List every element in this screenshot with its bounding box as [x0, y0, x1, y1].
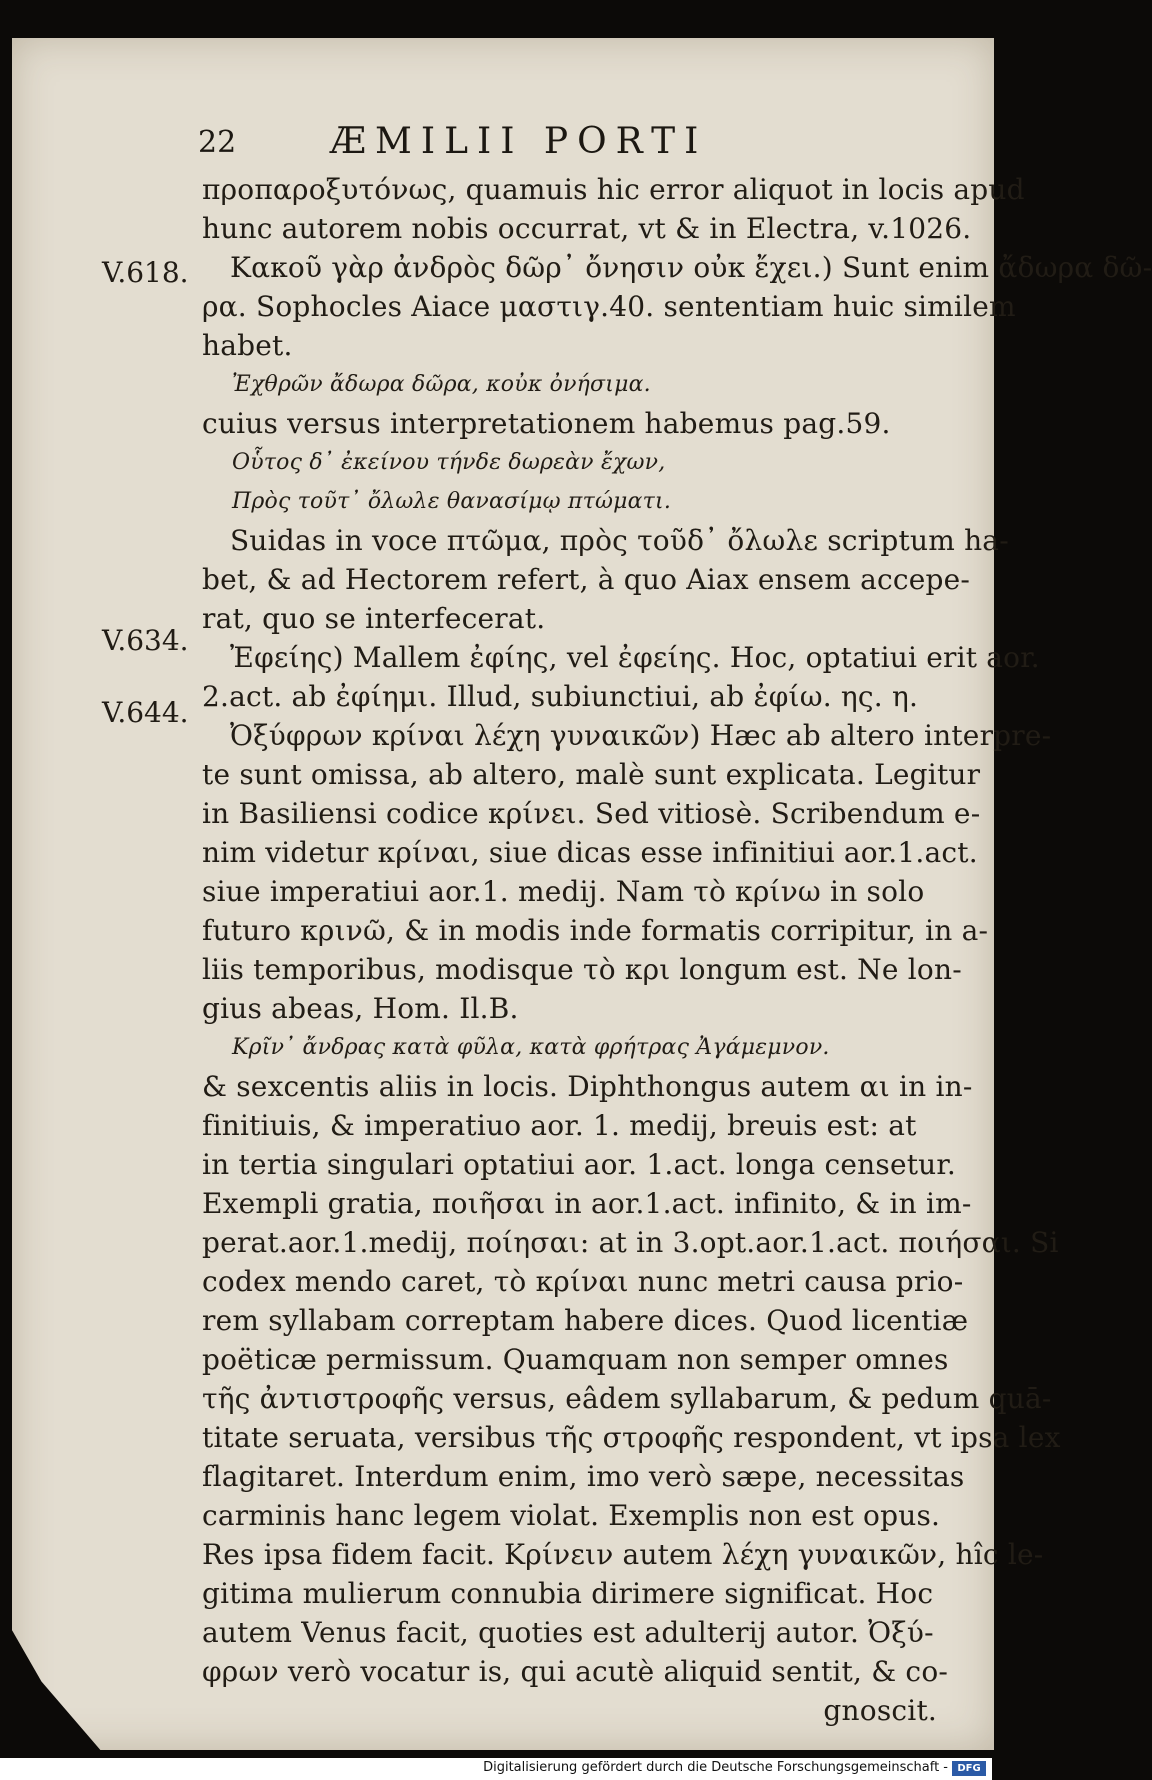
- margin-note-v618: V.618.: [102, 256, 189, 289]
- text-line: carminis hanc legem violat. Exemplis non est opus.: [202, 1499, 941, 1532]
- text-line: bet, & ad Hectorem refert, à quo Aiax ensem accepe-: [202, 563, 971, 596]
- text-line: perat.aor.1.medij, ποίησαι: at in 3.opt.aor.1.act. ποιήσαι. Si: [202, 1226, 1059, 1259]
- verse-line: Πρὸς τοῦτ᾽ ὄλωλε θανασίμῳ πτώματι.: [232, 489, 672, 514]
- body-text: [202, 170, 1152, 1730]
- text-line: codex mendo caret, τὸ κρίναι nunc metri causa prio-: [202, 1265, 964, 1298]
- text-line: liis temporibus, modisque τὸ κρι longum est. Ne lon-: [202, 953, 962, 986]
- text-line: Res ipsa fidem facit. Κρίνειν autem λέχη γυναικῶν, hîc le-: [202, 1538, 1044, 1571]
- text-line: habet.: [202, 329, 293, 362]
- text-line: Ὀξύφρων κρίναι λέχη γυναικῶν) Hæc ab altero interpre-: [230, 719, 1052, 752]
- text-line: hunc autorem nobis occurrat, vt & in Electra, v.1026.: [202, 212, 972, 245]
- margin-note-v634: V.634.: [102, 624, 189, 657]
- text-line: ρα. Sophocles Aiace μαστιγ.40. sententiam huic similem: [202, 290, 1016, 323]
- text-line: flagitaret. Interdum enim, imo verò sæpe, necessitas: [202, 1460, 965, 1493]
- margin-note-v644: V.644.: [102, 696, 189, 729]
- text-line: Κακοῦ γὰρ ἀνδρὸς δῶρ᾽ ὄνησιν οὐκ ἔχει.) Sunt enim ἄδωρα δῶ-: [230, 251, 1152, 284]
- text-line: & sexcentis aliis in locis. Diphthongus autem αι in in-: [202, 1070, 973, 1103]
- text-line: poëticæ permissum. Quamquam non semper omnes: [202, 1343, 949, 1376]
- text-line: 2.act. ab ἐφίημι. Illud, subiunctiui, ab ἐφίω. ης. η.: [202, 680, 919, 713]
- running-title: ÆMILII PORTI: [330, 121, 708, 162]
- text-line: autem Venus facit, quoties est adulterij autor. Ὀξύ-: [202, 1616, 934, 1649]
- text-line: Exempli gratia, ποιῆσαι in aor.1.act. infinito, & in im-: [202, 1187, 972, 1220]
- verse-line: Ἐχθρῶν ἄδωρα δῶρα, κοὐκ ὀνήσιμα.: [232, 372, 651, 397]
- digitization-footer: [0, 1758, 992, 1780]
- text-line: τῆς ἀντιστροφῆς versus, eâdem syllabarum, & pedum quā-: [202, 1382, 1052, 1415]
- footer-credit: Digitalisierung gefördert durch die Deutsche Forschungsgemeinschaft -: [483, 1760, 948, 1775]
- text-line: gius abeas, Hom. Il.B.: [202, 992, 519, 1025]
- text-line: titate seruata, versibus τῆς στροφῆς respondent, vt ipsa lex: [202, 1421, 1061, 1454]
- text-line: προπαροξυτόνως, quamuis hic error aliquot in locis apud: [202, 173, 1025, 206]
- text-line: Suidas in voce πτῶμα, πρὸς τοῦδ᾽ ὄλωλε scriptum ha-: [230, 524, 1009, 557]
- text-line: φρων verò vocatur is, qui acutè aliquid sentit, & co-: [202, 1655, 949, 1688]
- dfg-logo: DFG: [952, 1761, 986, 1776]
- text-line: rem syllabam correptam habere dices. Quod licentiæ: [202, 1304, 969, 1337]
- text-line: gitima mulierum connubia dirimere significat. Hoc: [202, 1577, 934, 1610]
- text-line: gnoscit.: [823, 1694, 937, 1727]
- verse-line: Οὗτος δ᾽ ἐκείνου τήνδε δωρεὰν ἔχων,: [232, 450, 666, 475]
- page-number: 22: [198, 125, 237, 160]
- text-line: in tertia singulari optatiui aor. 1.act. longa censetur.: [202, 1148, 957, 1181]
- text-line: te sunt omissa, ab altero, malè sunt explicata. Legitur: [202, 758, 981, 791]
- text-line: siue imperatiui aor.1. medij. Nam τὸ κρίνω in solo: [202, 875, 925, 908]
- text-line: finitiuis, & imperatiuo aor. 1. medij, breuis est: at: [202, 1109, 917, 1142]
- text-line: Ἐφείης) Mallem ἐφίης, vel ἐφείης. Hoc, optatiui erit aor.: [230, 641, 1040, 674]
- text-line: nim videtur κρίναι, siue dicas esse infinitiui aor.1.act.: [202, 836, 978, 869]
- text-line: futuro κρινῶ, & in modis inde formatis corripitur, in a-: [202, 914, 989, 947]
- text-line: rat, quo se interfecerat.: [202, 602, 546, 635]
- verse-line: Κρῖν᾽ ἄνδρας κατὰ φῦλα, κατὰ φρήτρας Ἀγάμεμνον.: [232, 1035, 830, 1060]
- text-line: in Basiliensi codice κρίνει. Sed vitiosè. Scribendum e-: [202, 797, 981, 830]
- text-line: cuius versus interpretationem habemus pag.59.: [202, 407, 891, 440]
- running-head: [0, 121, 1000, 165]
